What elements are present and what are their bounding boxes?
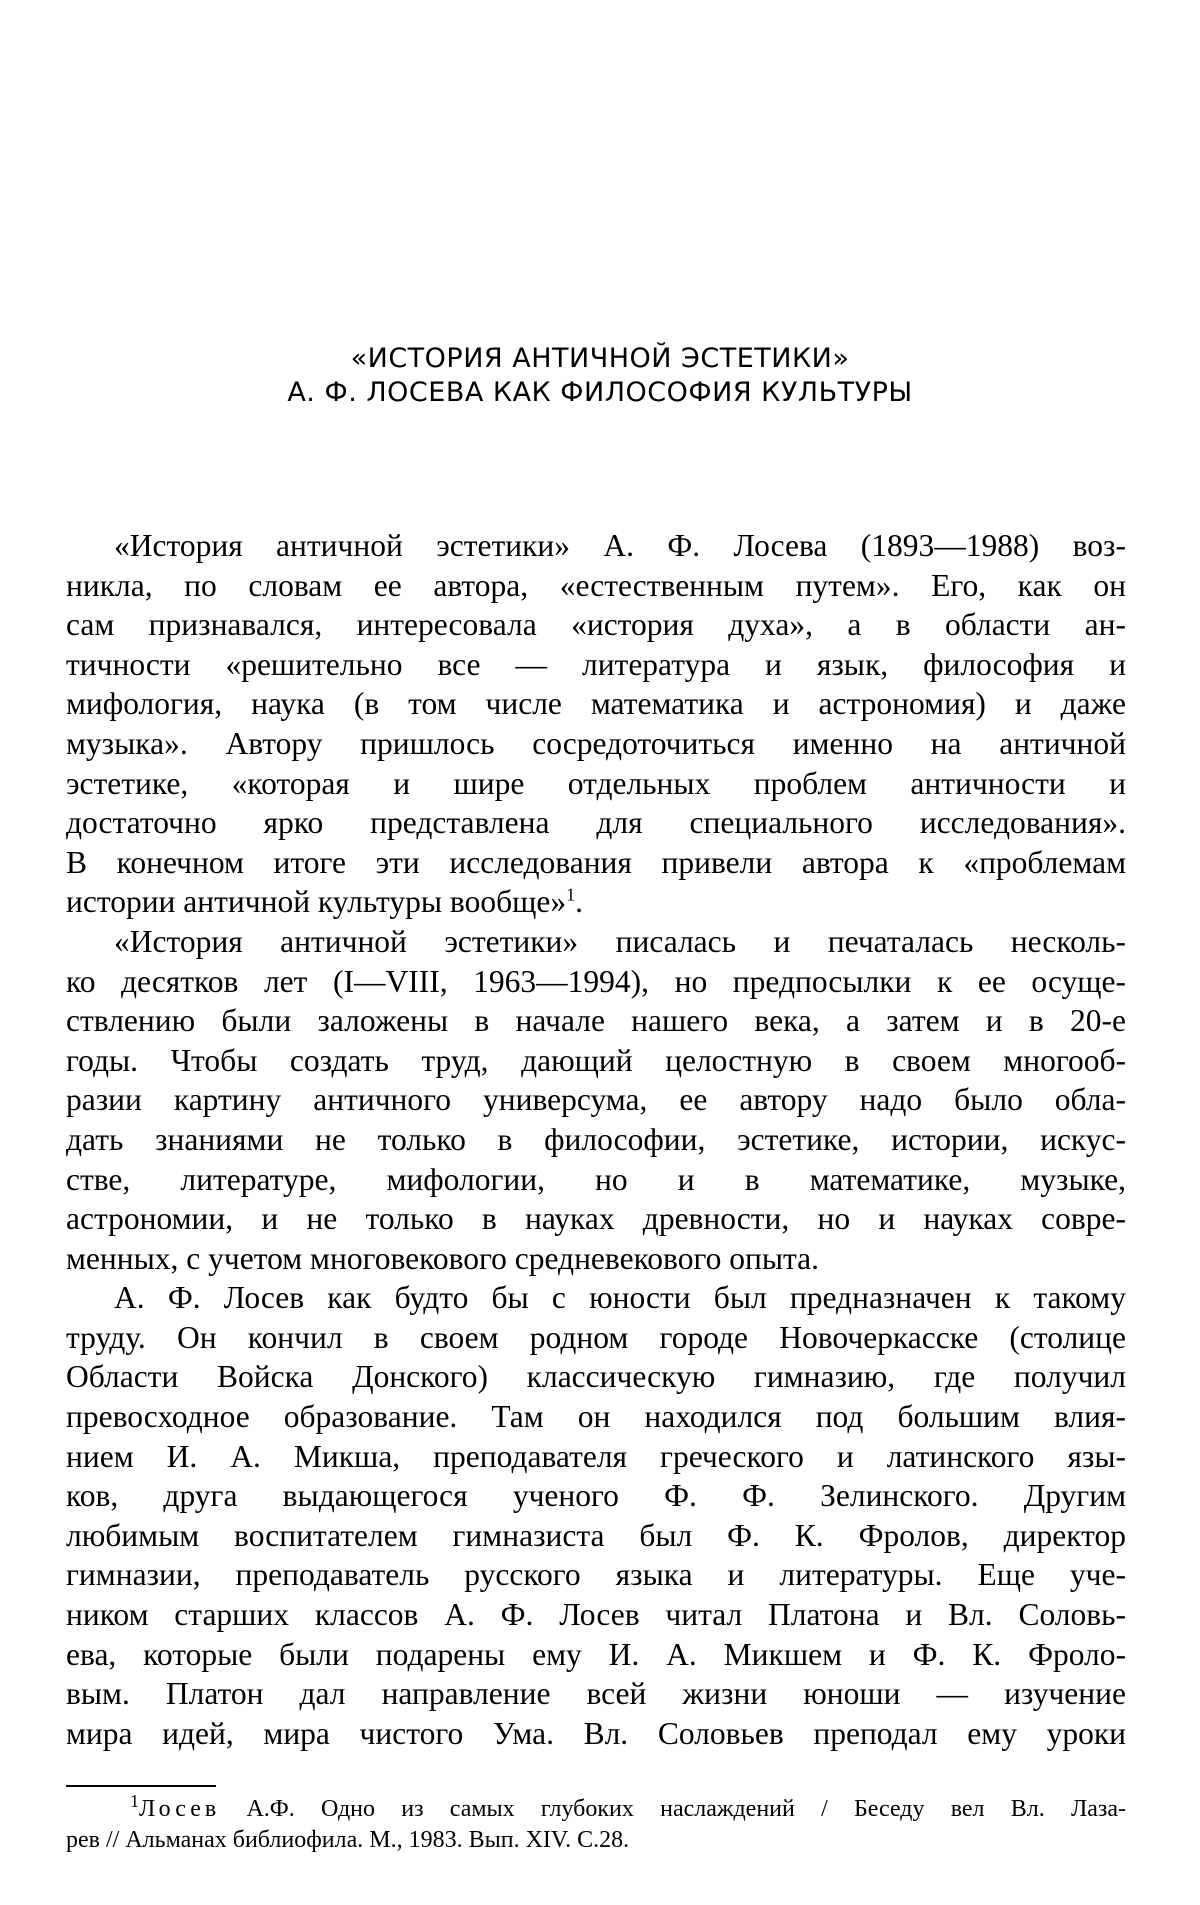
footnote-reference[interactable]: 1 (566, 884, 576, 905)
text-line: вым. Платон дал направление всей жизни юноши — изучение (66, 1676, 1126, 1712)
paragraph-2 (66, 922, 1126, 1278)
text-line: В конечном итоге эти исследования привели автора к «проблемам (66, 844, 1126, 880)
text-line: никла, по словам ее автора, «естественным путем». Его, как он (66, 567, 1126, 603)
text-line: музыка». Автору пришлось сосредоточиться именно на античной (66, 725, 1126, 761)
footnote-mark: 1 (130, 1791, 139, 1811)
text-line: сам признавался, интересовала «история духа», а в области ан- (66, 607, 1126, 643)
text-line: ко десятков лет (I—VIII, 1963—1994), но предпосылки к ее осуще- (66, 963, 1126, 999)
text-line: эстетике, «которая и шире отдельных проблем античности и (66, 765, 1126, 801)
text-line: «История античной эстетики» писалась и печаталась несколь- (114, 923, 1126, 959)
text-line: А. Ф. Лосев как будто бы с юности был предназначен к такому (114, 1280, 1126, 1316)
text-line: мира идей, мира чистого Ума. Вл. Соловьев преподал ему уроки (66, 1715, 1126, 1751)
text-line: достаточно ярко представлена для специального исследования». (66, 805, 1126, 841)
footnote-author: Лосев (139, 1796, 221, 1822)
body-text (66, 526, 1126, 1753)
text-line: превосходное образование. Там он находился под большим влия- (66, 1399, 1126, 1435)
footnote (66, 1791, 1126, 1856)
text-line: астрономии, и не только в науках древности, но и науках совре- (66, 1201, 1126, 1237)
paragraph-3 (66, 1278, 1126, 1753)
text-line: труду. Он кончил в своем родном городе Новочеркасске (столице (66, 1319, 1126, 1355)
text-fragment: истории античной культуры вообще» (66, 884, 567, 920)
text-line: ником старших классов А. Ф. Лосев читал Платона и Вл. Соловь- (66, 1597, 1126, 1633)
text-line: годы. Чтобы создать труд, дающий целостную в своем многооб- (66, 1042, 1126, 1078)
footnote-line-2: рев // Альманах библиофила. М., 1983. Вып. XIV. С.28. (66, 1827, 630, 1853)
text-line: нием И. А. Микша, преподавателя греческого и латинского язы- (66, 1438, 1126, 1474)
paragraph-1 (66, 526, 1126, 922)
footnote-text: А.Ф. Одно из самых глубоких наслаждений / Беседу вел Вл. Лаза- (246, 1796, 1126, 1822)
text-line: любимым воспитателем гимназиста был Ф. К. Фролов, директор (66, 1517, 1126, 1553)
text-line: разии картину античного универсума, ее автору надо было обла- (66, 1082, 1126, 1118)
text-line: стве, литературе, мифологии, но и в математике, музыке, (66, 1161, 1126, 1197)
title-line-1: «ИСТОРИЯ АНТИЧНОЙ ЭСТЕТИКИ» (350, 343, 850, 374)
text-fragment: . (575, 884, 583, 920)
text-line: Области Войска Донского) классическую гимназию, где получил (66, 1359, 1126, 1395)
text-line: ева, которые были подарены ему И. А. Микшем и Ф. К. Фроло- (66, 1636, 1126, 1672)
text-line: дать знаниями не только в философии, эстетике, истории, искус- (66, 1121, 1126, 1157)
text-line: «История античной эстетики» А. Ф. Лосева (1893—1988) воз- (114, 528, 1126, 563)
text-line: ствлению были заложены в начале нашего века, а затем и в 20-е (66, 1003, 1126, 1039)
footnote-divider (66, 1785, 216, 1787)
text-line: тичности «решительно все — литература и язык, философия и (66, 646, 1126, 682)
footnote-line-1 (66, 1791, 1126, 1825)
text-line: гимназии, преподаватель русского языка и литературы. Еще уче- (66, 1557, 1126, 1593)
text-line: ков, друга выдающегося ученого Ф. Ф. Зелинского. Другим (66, 1478, 1126, 1514)
text-line: мифология, наука (в том числе математика и астрономия) и даже (66, 686, 1126, 722)
title-line-2: А. Ф. ЛОСЕВА КАК ФИЛОСОФИЯ КУЛЬТУРЫ (287, 377, 913, 408)
text-line-last: менных, с учетом многовекового средневекового опыта. (66, 1240, 819, 1276)
article-title (0, 342, 1200, 410)
text-line-last (66, 882, 1126, 922)
